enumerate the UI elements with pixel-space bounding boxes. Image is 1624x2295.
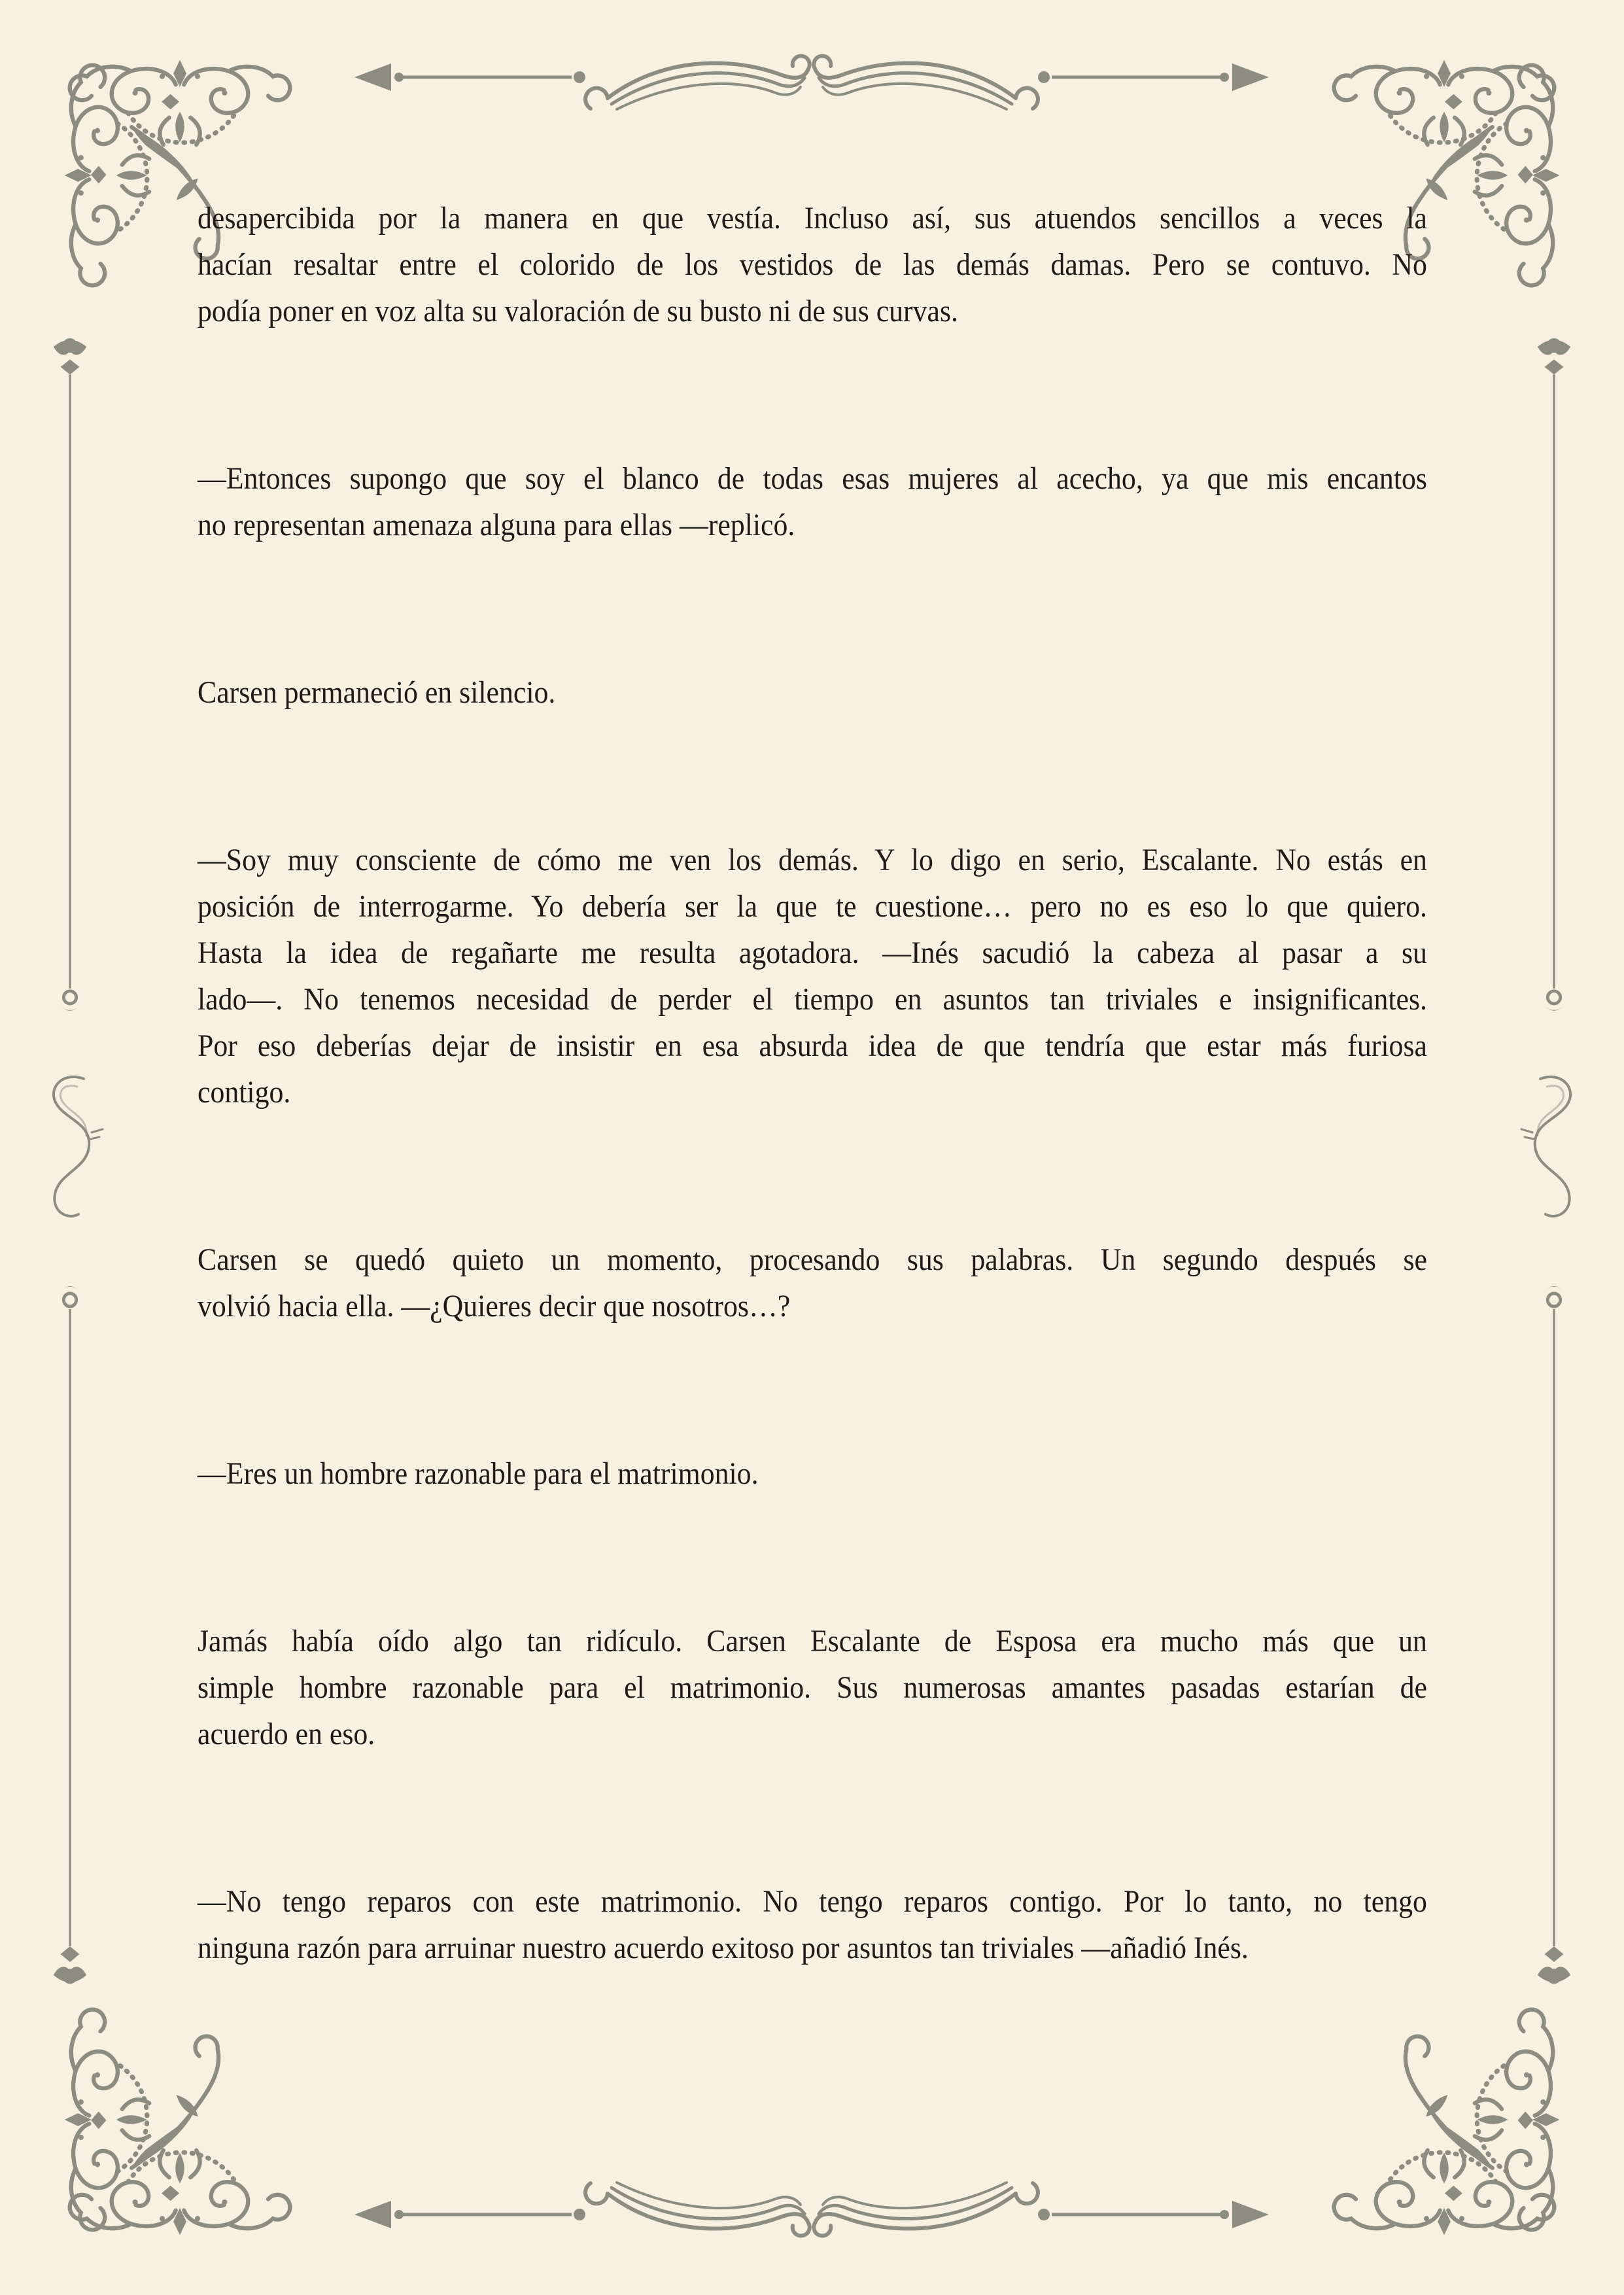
text-line: hacían resaltar entre el colorido de los vestidos de las demás damas. Pero se contuvo. No	[198, 247, 1427, 282]
paragraph	[198, 1236, 1427, 1329]
paragraph	[198, 1618, 1427, 1757]
text-line: contigo.	[198, 1075, 291, 1110]
corner-flourish-icon	[1326, 2002, 1562, 2237]
paragraph	[198, 1878, 1427, 1971]
paragraph	[198, 195, 1427, 334]
paragraph	[198, 455, 1427, 548]
text-line: posición de interrogarme. Yo debería ser la que te cuestione… pero no es eso lo que quiero.	[198, 889, 1427, 924]
paragraph	[198, 669, 1427, 716]
side-rod-ornament-icon	[1535, 330, 1573, 1024]
figure-eight-flourish-icon	[39, 1066, 105, 1230]
text-line: desapercibida por la manera en que vestía. Incluso así, sus atuendos sencillos a veces la	[198, 201, 1427, 236]
figure-eight-flourish-icon	[1519, 1066, 1585, 1230]
text-line: —Eres un hombre razonable para el matrimonio.	[198, 1456, 759, 1491]
text-line: podía poner en voz alta su valoración de su busto ni de sus curvas.	[198, 294, 958, 328]
side-rod-ornament-icon	[51, 330, 89, 1024]
corner-flourish-icon	[62, 2002, 298, 2237]
paragraph	[198, 837, 1427, 1115]
text-line: simple hombre razonable para el matrimonio. Sus numerosas amantes pasadas estarían de	[198, 1670, 1427, 1705]
text-line: —Soy muy consciente de cómo me ven los demás. Y lo digo en serio, Escalante. No estás en	[198, 843, 1427, 877]
side-rod-ornament-icon	[51, 1272, 89, 1992]
text-line: Carsen se quedó quieto un momento, procesando sus palabras. Un segundo después se	[198, 1242, 1427, 1277]
text-line: Hasta la idea de regañarte me resulta agotadora. —Inés sacudió la cabeza al pasar a su	[198, 936, 1427, 970]
paragraph	[198, 1450, 1427, 1497]
text-line: volvió hacia ella. —¿Quieres decir que nosotros…?	[198, 1289, 791, 1323]
arrow-scroll-divider-icon	[351, 28, 1273, 126]
text-line: acuerdo en eso.	[198, 1717, 375, 1751]
text-line: —No tengo reparos con este matrimonio. No tengo reparos contigo. Por lo tanto, no tengo	[198, 1884, 1427, 1919]
text-block	[198, 195, 1427, 1971]
text-line: Por eso deberías dejar de insistir en esa absurda idea de que tendría que estar más furiosa	[198, 1028, 1427, 1063]
text-line: —Entonces supongo que soy el blanco de todas esas mujeres al acecho, ya que mis encantos	[198, 461, 1427, 496]
text-line: Jamás había oído algo tan ridículo. Carsen Escalante de Esposa era mucho más que un	[198, 1624, 1427, 1658]
text-line: ninguna razón para arruinar nuestro acuerdo exitoso por asuntos tan triviales —añadió Inés.	[198, 1931, 1249, 1965]
side-rod-ornament-icon	[1535, 1272, 1573, 1992]
arrow-scroll-divider-icon	[351, 2165, 1273, 2264]
text-line: Carsen permaneció en silencio.	[198, 675, 556, 710]
text-line: lado—. No tenemos necesidad de perder el tiempo en asuntos tan triviales e insignificantes.	[198, 982, 1427, 1017]
text-line: no representan amenaza alguna para ellas —replicó.	[198, 508, 795, 542]
